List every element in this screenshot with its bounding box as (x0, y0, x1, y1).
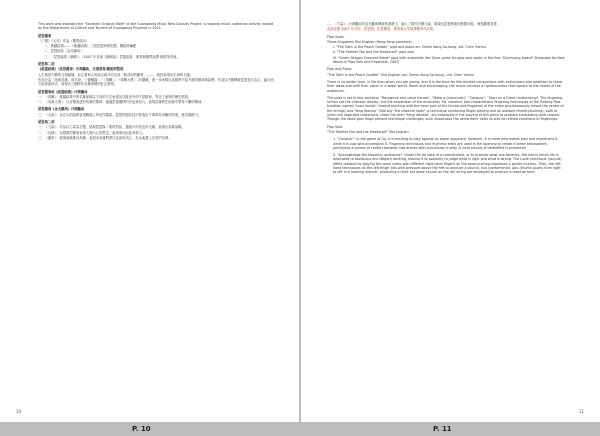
cn-paragraph: 作品分為「造就英雄」前半段；「（覺醒篇）」「（再戰）」「（再戰大勇）」的磨練，進一步表現出英雄們不屈不撓的精神與氣勢。作品以中國傳統琵琶技巧為主，融合西方協奏曲形式，表現出三國時代英雄豪傑的壯志豪情。 (38, 77, 274, 87)
cn-subheading: 琵琶與二胡 (38, 120, 55, 125)
right-column (327, 22, 565, 176)
cn-paragraph: 一、（再戰）：桃園結義中的英雄豪傑以不同的方式表現出在亂世中的不屈精神，寄託了深厚的歷史情感。 (38, 94, 192, 99)
pipa-solo-title: Pipa Solo: (327, 124, 344, 129)
page-label-right: P. 11 (433, 425, 452, 433)
pipa-piano-composer: Sha Jinghan (arr. Simon Kong Sa-hong), vid. Chen Yuehui (380, 72, 475, 77)
cn-subheading: 琵琶獨奏《金戈鐵馬》沙漠鵬曲 (38, 107, 85, 112)
cn-paragraph: 三、（大氣）：以宏大的氣勢表現戰場上的壯烈場面，琵琶的掃弦技巧營造出千軍萬馬奔騰的效果，極具震撼力。 (38, 112, 202, 117)
left-page (0, 0, 299, 422)
cn-paragraph: 三、（激昂）：旋律逐漸推向高潮，表現出英雄們勇往直前的決心，為全曲畫上完美的句號。 (38, 135, 172, 140)
section-title: 琵琶獨奏 (38, 33, 52, 38)
page-label-left: P. 10 (132, 425, 151, 433)
en-paragraph: There is no better time, in life than when you are young, and it is the time for like-minded companions with enthusiasm and ambition to share their ideas and fulfil their vision in a wider world. Warm and encouraging, the music conveys a righteousness that speaks to the hearts of the audiences. (327, 79, 563, 93)
page-number-right: 11 (578, 409, 584, 414)
cn-line: 三、「琵琶協奏《鑄劍》」（2007 年首演《鑄劍曲》琵琶協奏，重奏與鋼琴演繹 孫懿等首演。 (44, 54, 180, 59)
pipa-solo-work: "The Feather Fan and the Headscarf" (327, 129, 388, 134)
solo-item: 1. "Conquer": In the game of Go, it is exciting to play against an equal opponent. However, it is more who makes plan and implement it, while it is cool who accomplish it. Fingering techniques and rhythmic traits are used in the opening to create a tense atmosphere, portraying a scenes of conflict between two armies with successive cruelty. A vivid picture of battlefield is presented. (333, 137, 559, 150)
page-number-left: 10 (16, 409, 22, 414)
award-line: 此曲榮獲 2007 年首屆「琵琶獎」琵琶獨奏，重奏與合奏演繹優秀作品獎。 (327, 27, 437, 32)
pipa-solo-composer: Sha Jinghan (389, 129, 409, 134)
pipa-piano-heading (327, 73, 565, 77)
kingdoms-heading (327, 40, 565, 44)
cn-line: 《三國》《大羽》作品（獨奏曲目） (38, 38, 90, 43)
suite-title: Pipa Suite: (327, 34, 345, 39)
cn-subheading: 《桃園結義》（琵琶獨奏）沙漠鵬曲，沈瀅演奏/陳振坤整理 (38, 67, 124, 72)
cn-subheading: 琵琶獨奏曲《桃園結義》沙漠鵬曲 (38, 89, 88, 94)
intro-text: This work was awarded the "Excellent Original Work" of the Guangdong Music New Classics Project, a regional music collection activity hosted by the Department of Culture and Tourism of Guangdong Province in 2021. (38, 22, 274, 31)
cn-line: 二、琵琶協奏《金戈鐵馬》 (44, 49, 84, 54)
pipa-piano-work: "The Oath in the Peach Garden" (327, 72, 380, 77)
en-paragraph: The suite is set in four sections: "Recognise and value heroes", "Make a Grand plan", "Conquer", "Start on a Great Undertaking". The fingering serves not the virtuosic display, but the expression of the musicality. For instance, two characteristic fingering techniques of the Pudong Pipa tradition named "suan lonala" (inward plucking with the fresh part of the thumb and fingernail of the index simultaneously meant the centre of the strings) and "feng dianluo" (literally "the phoenix nods", a technique combining finger-picking and an outward thumb plucking), both of which are regarded collectively under the term "feng dianluo", are employed in the playing of this piece to produce contrasting tone colours. Though the rapid gear leaps present technique challenges, such showcases the performers' skills as well as refined command of fingerings. (327, 95, 564, 122)
kingdoms-item: II. "The Feather Fan and the Headscarf" pipa solo (333, 50, 414, 55)
kingdoms-item: I. "The Oath in the Peach Garden" pipa and piano arr. Simon Kong Sa-hong, vid. Chen Yuehui (333, 45, 486, 50)
cn-paragraph: 二、（力量）：沙漠鵬曲作品在繼承傳統的基礎上，融入了現代音樂元素，展現出琵琶藝術的無限可能，深受聽眾喜愛。 (327, 22, 501, 26)
cn-paragraph: 人生就是不斷的互相碰撞，而主要與人的結合與共同完成一個共同的願景，……，最終表現出生命的主題。 (38, 72, 193, 77)
kingdoms-item: III. "Green Dragon Crescent Blade" pipa with ensemble (for Silver pulse for pipa solo works in the first "Dunhuang Award" Showcase for New Works in Pipa Solo and Ensemble, 2007) (333, 55, 565, 65)
right-page (301, 0, 600, 422)
pipa-piano-title: Pipa and Piano: (327, 67, 353, 72)
cn-paragraph: 二、（沈穩）：以穩重的節奏表現人物內心的堅定，旋律深沉而富有張力。 (38, 130, 146, 135)
left-column (38, 22, 276, 141)
solo-item: 2. "Acknowledge the heavenly ordinance": Under the fat sake of a commitment, or to practice what one believes, the hero's entire life is dedicated to assiduous and diligent working, leaving it to posterity to judge what is right and what is wrong. The Lundi technique (rounds) effect realised by playing the same notes with different right-hand fingers on the second string expresses a gentle murmur. Then, the left-hand techniques do this left finger bits with pressure above the fret to produce a sound), hua (portamento), gou (thumb plucks from right to left in a hooking manner, producing a thick but loose sound) on the 4th string are employed to produce a resolute tone. (333, 153, 562, 175)
cn-line: 一、桃園結義——《桃園結義》三曲琵琶與管弦樂，陳振坤編配 (44, 44, 137, 49)
cn-paragraph: 一、（力量）：作品以力量為主題，展現琵琶與二胡的對話，通過不同音色的交織，表現出英雄氣概。 (38, 125, 185, 130)
kingdoms-title: Three Kingdoms (327, 39, 354, 44)
pipa-solo-heading (327, 130, 565, 134)
cn-subheading: 琵琶與二胡 (38, 62, 55, 67)
cn-paragraph: 二、（英雄大勇）：以音樂表達對英雄的敬仰，通過琵琶獨特的音色與技巧，表現英雄們在困境中堅持不懈的精神。 (38, 100, 205, 105)
page-label-bar (0, 422, 600, 436)
kingdoms-composer: Sha Jinghan (Hong Kong premiere) (354, 39, 412, 44)
